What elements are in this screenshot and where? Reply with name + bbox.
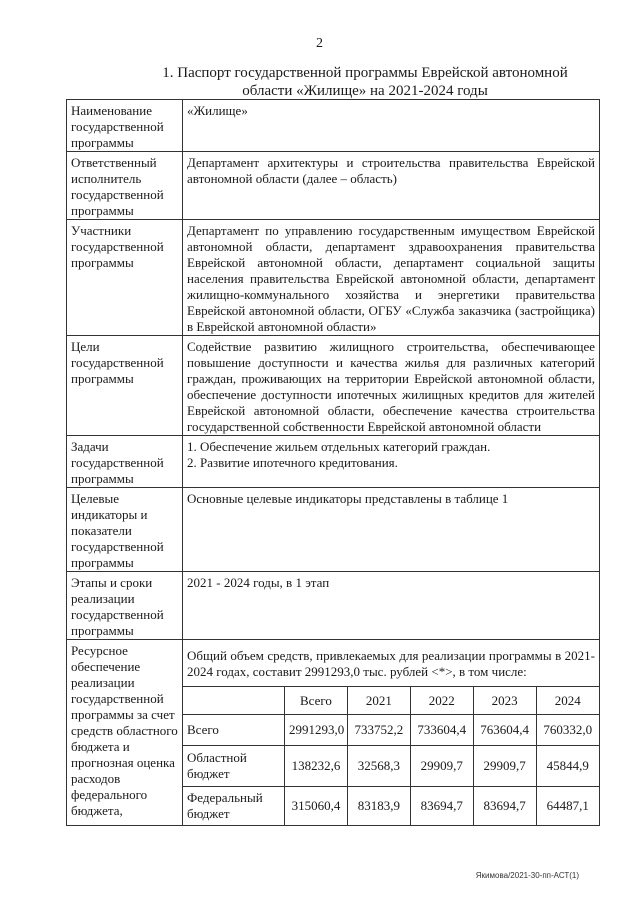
funding-cell: 83183,9: [347, 787, 410, 826]
row-label: Наименование государственной программы: [67, 100, 183, 152]
funding-row-regional: [183, 746, 599, 787]
funding-cell: Областной бюджет: [183, 746, 285, 787]
row-value: Содействие развитию жилищного строительства, обеспечивающее повышение доступности и качества жилья для различных категорий граждан, проживающих на территории Еврейской автономной области, обеспечение доступности ипотечных жилищных кредитов для жителей Еврейской автономной области, обеспечение качества строительства государственной собственности Еврейской автономной области: [183, 336, 600, 436]
document-title: 1. Паспорт государственной программы Еврейской автономной области «Жилище» на 2021-2024 годы: [162, 65, 568, 99]
funding-intro: Общий объем средств, привлекаемых для реализации программы в 2021-2024 годах, составит 2991293,0 тыс. рублей <*>, в том числе:: [187, 648, 595, 679]
passport-row-resources: [67, 640, 600, 826]
funding-header-cell: [183, 687, 285, 715]
funding-header-cell: 2023: [473, 687, 536, 715]
program-passport-table: [66, 99, 600, 826]
funding-row-total: [183, 715, 599, 746]
passport-row-participants: [67, 220, 600, 336]
funding-cell: 45844,9: [536, 746, 599, 787]
funding-cell: 763604,4: [473, 715, 536, 746]
passport-row-tasks: [67, 436, 600, 488]
funding-header-cell: 2022: [410, 687, 473, 715]
task-item: 2. Развитие ипотечного кредитования.: [187, 455, 398, 470]
row-value: Основные целевые индикаторы представлены в таблице 1: [183, 488, 600, 572]
row-label: Целевые индикаторы и показатели государственной программы: [67, 488, 183, 572]
funding-cell: 29909,7: [410, 746, 473, 787]
funding-cell: 83694,7: [473, 787, 536, 826]
funding-cell: Всего: [183, 715, 285, 746]
funding-cell: 733604,4: [410, 715, 473, 746]
passport-row-stages: [67, 572, 600, 640]
row-value: [183, 640, 600, 826]
funding-cell: 733752,2: [347, 715, 410, 746]
funding-header-cell: 2024: [536, 687, 599, 715]
row-value: Департамент архитектуры и строительства правительства Еврейской автономной области (далее – область): [183, 152, 600, 220]
passport-row-goals: [67, 336, 600, 436]
funding-cell: 315060,4: [285, 787, 348, 826]
funding-cell: 760332,0: [536, 715, 599, 746]
row-value: «Жилище»: [183, 100, 600, 152]
passport-row-indicators: [67, 488, 600, 572]
row-label: Участники государственной программы: [67, 220, 183, 336]
funding-cell: 29909,7: [473, 746, 536, 787]
row-label: Задачи государственной программы: [67, 436, 183, 488]
funding-cell: 32568,3: [347, 746, 410, 787]
row-value: [183, 436, 600, 488]
funding-header-row: [183, 687, 599, 715]
page-number: 2: [316, 36, 323, 51]
funding-cell: Федеральный бюджет: [183, 787, 285, 826]
funding-row-federal: [183, 787, 599, 826]
row-value: Департамент по управлению государственным имуществом Еврейской автономной области, департамент здравоохранения правительства Еврейской автономной области, департамент социальной защиты населения правительства Еврейской автономной области, департамент жилищно-коммунального хозяйства и энергетики правительства Еврейской автономной области, ОГБУ «Служба заказчика (застройщика) в Еврейской автономной области»: [183, 220, 600, 336]
row-label: Этапы и сроки реализации государственной программы: [67, 572, 183, 640]
row-value: 2021 - 2024 годы, в 1 этап: [183, 572, 600, 640]
funding-table: [183, 686, 599, 825]
funding-header-cell: Всего: [285, 687, 348, 715]
row-label: Ответственный исполнитель государственной программы: [67, 152, 183, 220]
passport-row-name: [67, 100, 600, 152]
task-item: 1. Обеспечение жильем отдельных категорий граждан.: [187, 439, 491, 454]
row-label: Ресурсное обеспечение реализации государственной программы за счет средств областного бюджета и прогнозная оценка расходов федерального бюджета,: [67, 640, 183, 826]
funding-cell: 2991293,0: [285, 715, 348, 746]
passport-row-responsible: [67, 152, 600, 220]
document-footer-code: Якимова/2021-30-пп-АСТ(1): [475, 871, 579, 880]
funding-header-cell: 2021: [347, 687, 410, 715]
row-label: Цели государственной программы: [67, 336, 183, 436]
funding-cell: 83694,7: [410, 787, 473, 826]
funding-cell: 138232,6: [285, 746, 348, 787]
funding-cell: 64487,1: [536, 787, 599, 826]
